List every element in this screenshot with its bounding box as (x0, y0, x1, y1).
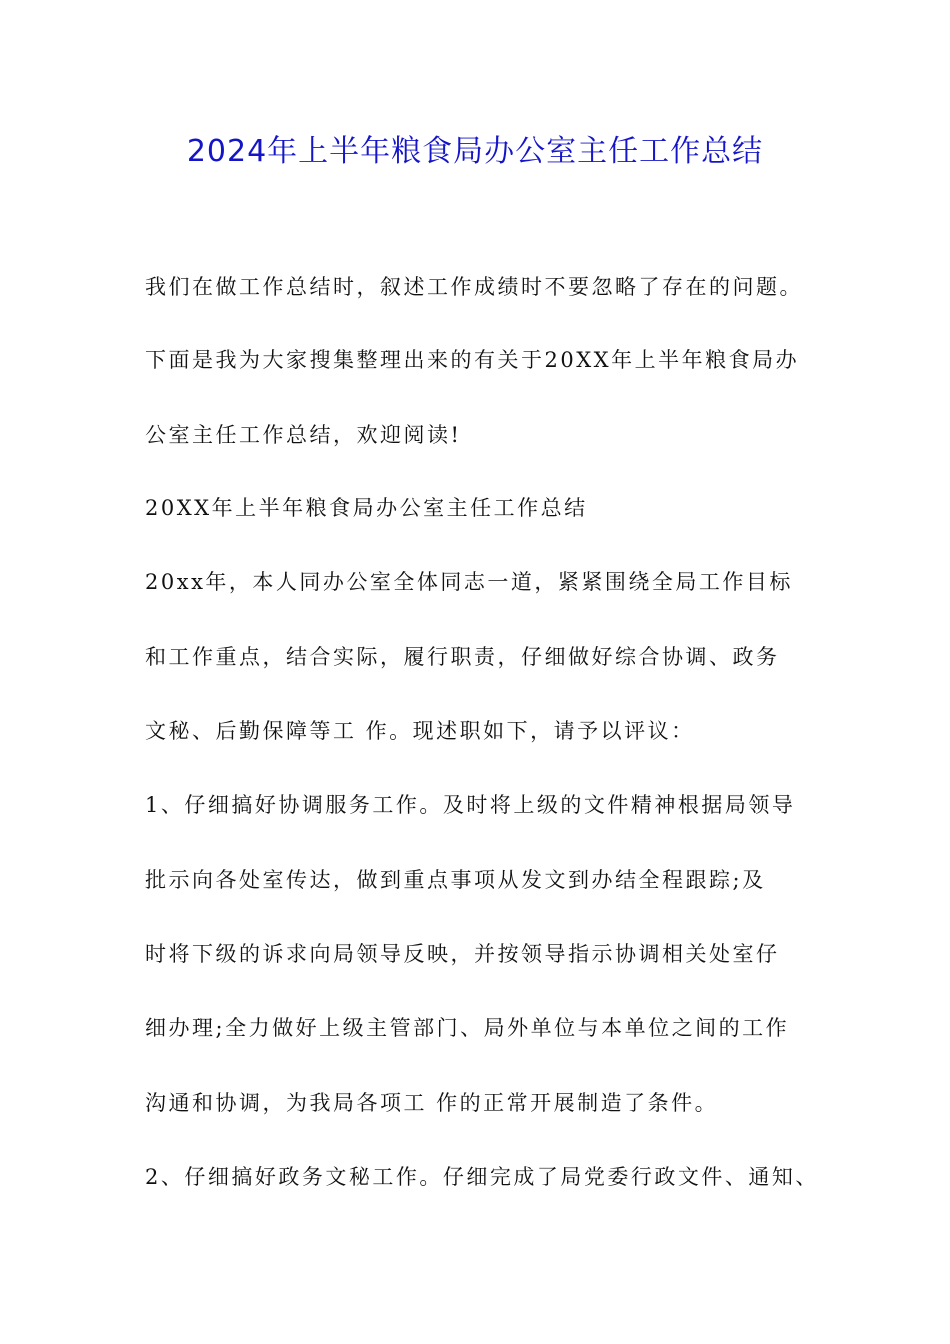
body-line: 时将下级的诉求向局领导反映，并按领导指示协调相关处室仔 (145, 942, 780, 966)
body-line: 20xx年，本人同办公室全体同志一道，紧紧围绕全局工作目标 (145, 570, 793, 594)
document-title: 2024年上半年粮食局办公室主任工作总结 (186, 134, 764, 169)
body-line: 下面是我为大家搜集整理出来的有关于20XX年上半年粮食局办 (145, 348, 800, 372)
body-line: 20XX年上半年粮食局办公室主任工作总结 (145, 496, 588, 520)
body-line: 细办理;全力做好上级主管部门、局外单位与本单位之间的工作 (145, 1016, 790, 1040)
body-line: 文秘、后勤保障等工 作。现述职如下，请予以评议： (145, 719, 695, 743)
body-line: 2、仔细搞好政务文秘工作。仔细完成了局党委行政文件、通知、 (145, 1165, 819, 1189)
body-line: 我们在做工作总结时，叙述工作成绩时不要忽略了存在的问题。 (145, 275, 803, 299)
body-line: 公室主任工作总结，欢迎阅读! (145, 423, 462, 447)
body-line: 批示向各处室传达，做到重点事项从发文到办结全程跟踪;及 (145, 868, 766, 892)
body-line: 和工作重点，结合实际，履行职责，仔细做好综合协调、政务 (145, 645, 780, 669)
body-line: 1、仔细搞好协调服务工作。及时将上级的文件精神根据局领导 (145, 793, 796, 817)
body-line: 沟通和协调，为我局各项工 作的正常开展制造了条件。 (145, 1091, 719, 1115)
